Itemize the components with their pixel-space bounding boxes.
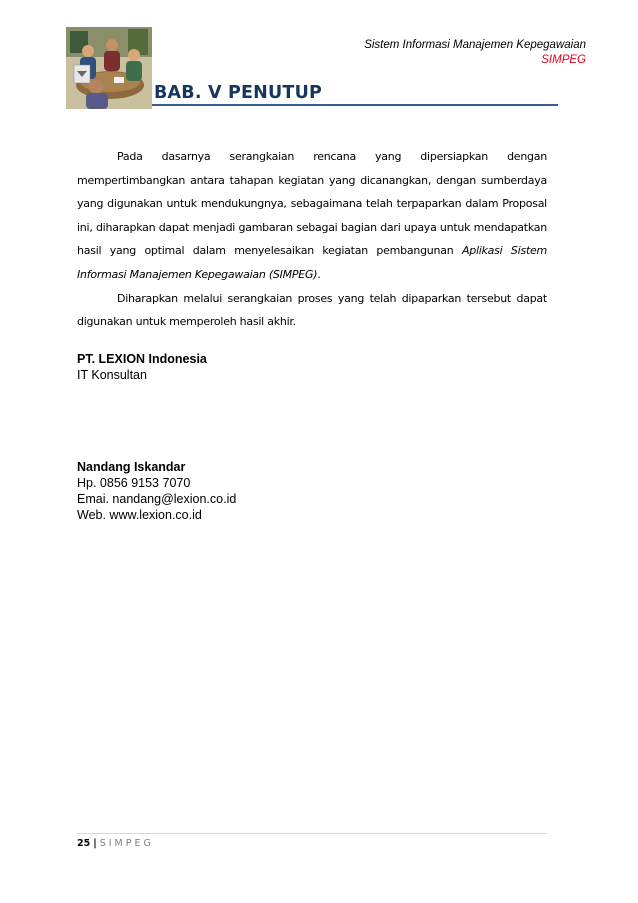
contact-block [77,459,236,523]
contact-name: Nandang Iskandar [77,460,186,474]
footer-separator: | [93,838,97,849]
company-block [77,351,207,383]
contact-web: Web. www.lexion.co.id [77,508,202,522]
project-name: Aplikasi Sistem Informasi Manajemen Kepegawaian (SIMPEG) [77,244,547,281]
company-name: PT. LEXION Indonesia [77,352,207,366]
chapter-title: BAB. V PENUTUP [154,83,323,103]
chapter-title-underline [152,104,558,106]
contact-phone: Hp. 0856 9153 7070 [77,476,191,490]
closing-body [77,145,547,334]
company-role: IT Konsultan [77,368,147,382]
header-system-name: Sistem Informasi Manajemen Kepegawaian [364,39,586,51]
header-brand: SIMPEG [541,54,586,66]
office-meeting-clipart-icon [66,27,152,109]
footer-doc-name: SIMPEG [99,838,154,849]
closing-paragraph-1 [77,145,547,287]
page-footer [77,838,154,849]
running-header [364,38,586,68]
paragraph-1-end: . [317,267,321,281]
closing-paragraph-2: Diharapkan melalui serangkaian proses yang telah dipaparkan tersebut dapat digunakan untuk memperoleh hasil akhir. [77,291,547,329]
page-number: 25 [77,838,91,849]
contact-email: Emai. nandang@lexion.co.id [77,492,237,506]
paragraph-1-text: Pada dasarnya serangkaian rencana yang dipersiapkan dengan mempertimbangkan antara tahapan kegiatan yang dicanangkan, dengan sumberdaya yang digunakan untuk mendukungnya, sebagaimana telah terpaparkan dalam Proposal ini, diharapkan dapat menjadi gambaran sebagai bagian dari upaya untuk mendapatkan hasil yang optimal dalam menyelesaikan kegiatan pembangunan [77,150,547,258]
footer-divider [77,833,547,834]
